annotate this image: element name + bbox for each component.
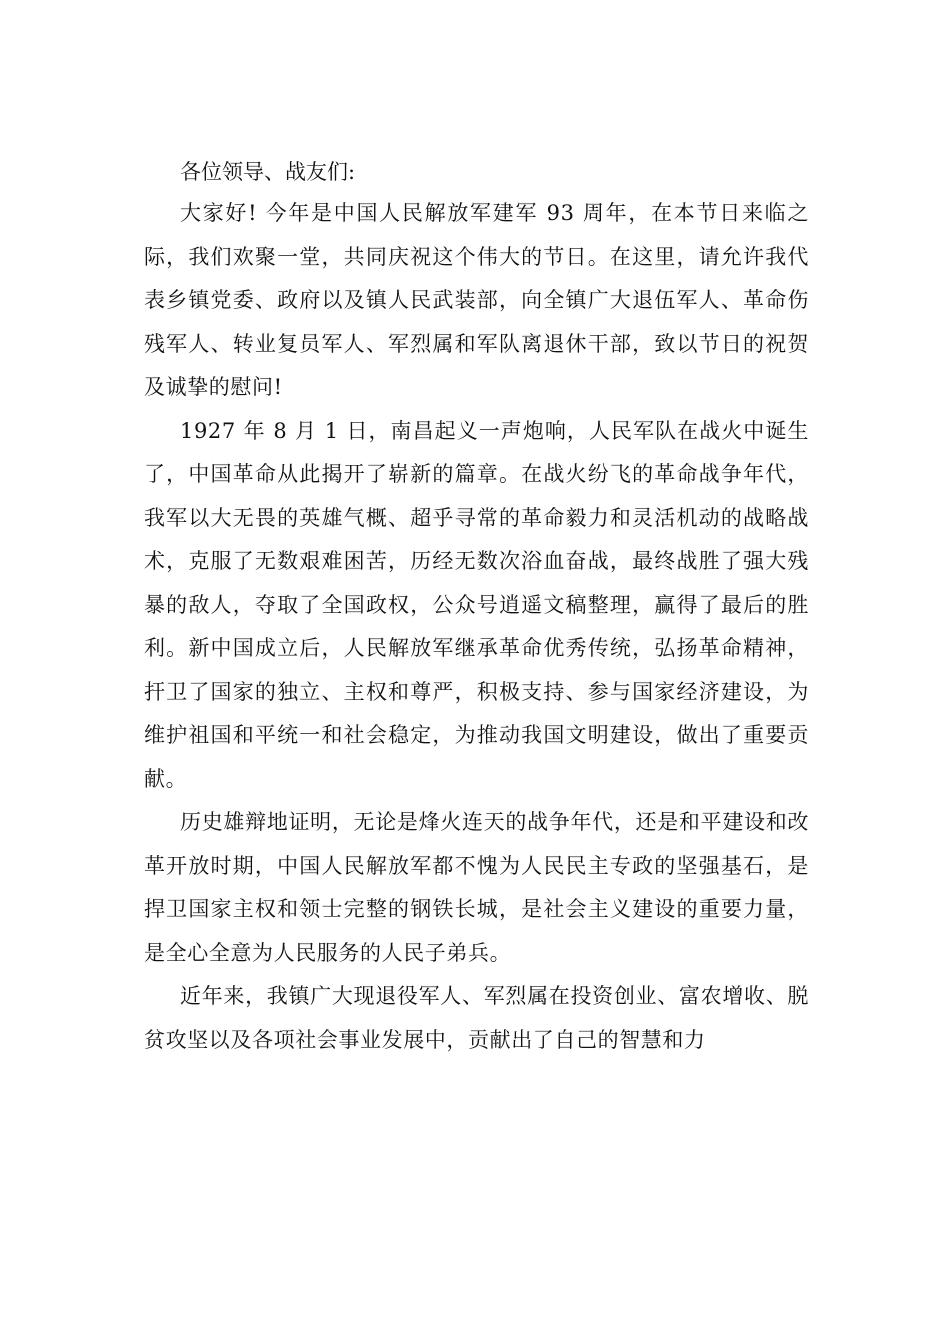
greeting-line: 各位领导、战友们: [180,160,356,184]
paragraph-3: 历史雄辩地证明，无论是烽火连天的战争年代，还是和平建设和改革开放时期，中国人民解放军都不愧为人民民主专政的坚强基石，是捍卫国家主权和领士完整的钢铁长城，是社会主义建设的重要力量，是全心全意为人民服务的人民子弟兵。 [144,810,809,965]
paragraph-4: 近年来，我镇广大现退役军人、军烈属在投资创业、富农增收、脱贫攻坚以及各项社会事业发展中，贡献出了自己的智慧和力 [144,984,809,1052]
paragraph-1: 大家好! 今年是中国人民解放军建军 93 周年，在本节日来临之际，我们欢聚一堂，共同庆祝这个伟大的节日。在这里，请允许我代表乡镇党委、政府以及镇人民武装部，向全镇广大退伍军人、革命伤残军人、转业复员军人、军烈属和军队离退休干部，致以节日的祝贺及诚挚的慰问! [144,201,809,399]
paragraph-2: 1927 年 8 月 1 日，南昌起义一声炮响，人民军队在战火中诞生了，中国革命从此揭开了崭新的篇章。在战火纷飞的革命战争年代，我军以大无畏的英雄气概、超乎寻常的革命毅力和灵活机动的战略战术，克服了无数艰难困苦，历经无数次浴血奋战，最终战胜了强大残暴的敌人，夺取了全国政权，公众号逍遥文稿整理，赢得了最后的胜利。新中国成立后，人民解放军继承革命优秀传统，弘扬革命精神，扞卫了国家的独立、主权和尊严，积极支持、参与国家经济建设，为维护祖国和平统一和社会稳定，为推动我国文明建设，做出了重要贡献。 [144,418,809,791]
document-page [144,152,809,1062]
